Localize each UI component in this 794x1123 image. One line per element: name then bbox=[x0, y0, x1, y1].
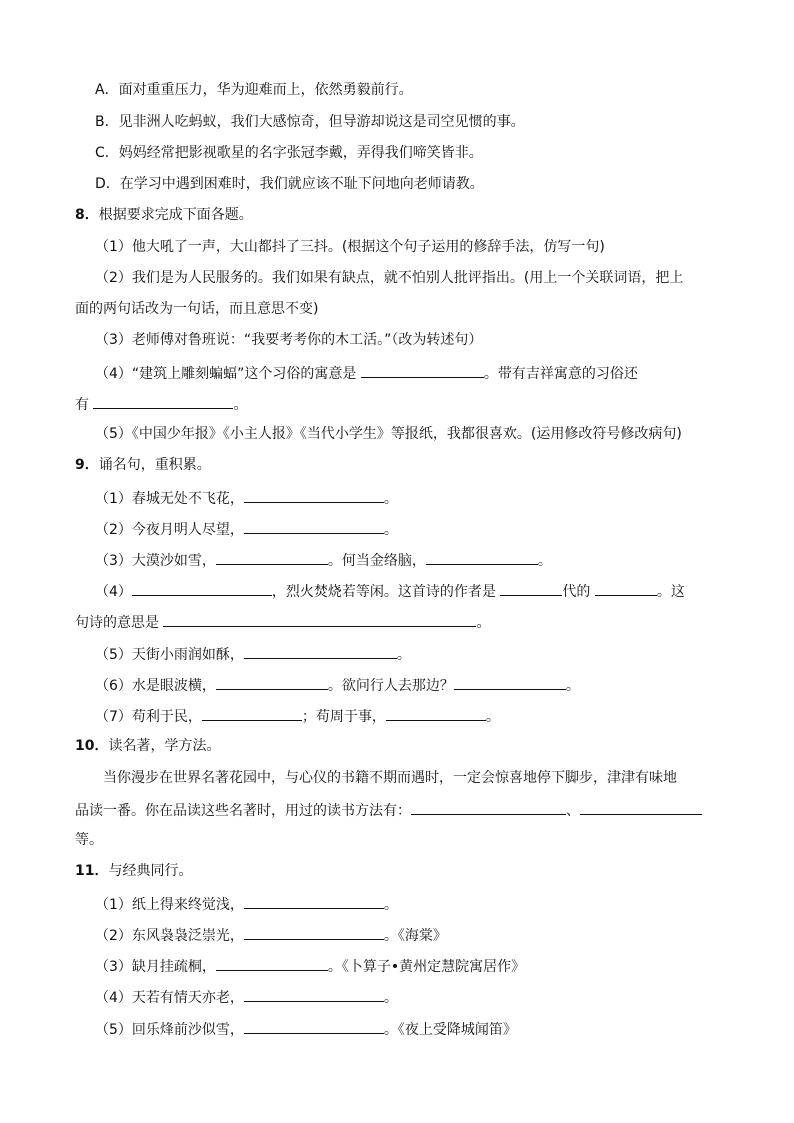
question-8-heading bbox=[75, 205, 253, 225]
answer-blank[interactable] bbox=[163, 611, 476, 627]
q9-item-4-cont bbox=[75, 611, 490, 633]
q9-text: （3）大漠沙如雪， bbox=[95, 553, 216, 569]
q9-item-4 bbox=[95, 580, 685, 602]
q11-text: 。 bbox=[383, 897, 398, 913]
q10-paragraph-line-2 bbox=[75, 799, 702, 821]
option-b: B．见非洲人吃蚂蚁，我们大感惊奇，但导游却说这是司空见惯的事。 bbox=[95, 114, 525, 130]
answer-blank[interactable] bbox=[244, 924, 384, 940]
answer-blank[interactable] bbox=[216, 549, 328, 565]
q11-item-1 bbox=[95, 893, 398, 915]
answer-blank[interactable] bbox=[244, 518, 384, 534]
q8-item-4-text: 。带有吉祥寓意的习俗还 bbox=[483, 366, 638, 382]
answer-blank[interactable] bbox=[216, 674, 328, 690]
answer-blank[interactable] bbox=[244, 487, 384, 503]
q9-text: 。 bbox=[396, 647, 411, 663]
question-number: 11． bbox=[75, 863, 109, 879]
q9-text: ；苟周于事， bbox=[301, 709, 386, 725]
q9-text: （2）今夜月明人尽望， bbox=[95, 522, 244, 538]
answer-blank[interactable] bbox=[500, 580, 562, 596]
q11-text: 。 bbox=[383, 990, 398, 1006]
q9-text: 代的 bbox=[562, 584, 591, 600]
q9-text: 。 bbox=[485, 709, 500, 725]
q8-item-1: （1）他大吼了一声，大山都抖了三抖。(根据这个句子运用的修辞手法，仿写一句) bbox=[95, 239, 605, 255]
q9-text: 。欲问行人去那边？ bbox=[327, 678, 454, 694]
answer-blank[interactable] bbox=[386, 705, 486, 721]
q11-item-5 bbox=[95, 1018, 517, 1040]
answer-blank[interactable] bbox=[244, 893, 384, 909]
q11-text: （2）东风袅袅泛崇光， bbox=[95, 928, 244, 944]
q9-text: 。 bbox=[565, 678, 580, 694]
answer-blank[interactable] bbox=[454, 674, 566, 690]
q11-text: 。《海棠》 bbox=[383, 928, 447, 944]
question-number: 10． bbox=[75, 738, 109, 754]
answer-blank[interactable] bbox=[411, 799, 566, 815]
question-number: 9． bbox=[75, 457, 99, 473]
q9-text: （4） bbox=[95, 584, 132, 600]
q9-text: 。 bbox=[383, 491, 398, 507]
answer-blank[interactable] bbox=[93, 393, 233, 409]
question-10-heading bbox=[75, 736, 220, 756]
q8-item-4-cont bbox=[75, 393, 247, 415]
q9-text: 。 bbox=[476, 615, 491, 631]
q11-item-3 bbox=[95, 955, 525, 977]
q8-item-5: （5）《中国少年报》《小主人报》《当代小学生》等报纸，我都很喜欢。(运用修改符号修改病句) bbox=[95, 426, 682, 442]
q9-text: ，烈火焚烧若等闲。这首诗的作者是 bbox=[271, 584, 496, 600]
q10-text: 、 bbox=[566, 803, 580, 819]
q11-text: 。《卜算子•黄州定慧院寓居作》 bbox=[327, 959, 526, 975]
answer-blank[interactable] bbox=[595, 580, 657, 596]
answer-blank[interactable] bbox=[244, 1018, 384, 1034]
answer-blank[interactable] bbox=[132, 580, 272, 596]
q10-paragraph-line-3: 等。 bbox=[75, 832, 103, 848]
q9-item-1 bbox=[95, 487, 398, 509]
question-number: 8． bbox=[75, 207, 99, 223]
q9-text: （6）水是眼波横， bbox=[95, 678, 216, 694]
answer-blank[interactable] bbox=[426, 549, 538, 565]
answer-blank[interactable] bbox=[202, 705, 302, 721]
q9-text: 句诗的意思是 bbox=[75, 615, 159, 631]
q10-text: 品读一番。你在品读这些名著时，用过的读书方法有： bbox=[75, 803, 411, 819]
answer-blank[interactable] bbox=[244, 643, 397, 659]
q9-text: （5）天街小雨润如酥， bbox=[95, 647, 244, 663]
q11-text: （5）回乐烽前沙似雪， bbox=[95, 1022, 244, 1038]
question-title: 根据要求完成下面各题。 bbox=[98, 207, 253, 223]
question-title: 读名著，学方法。 bbox=[108, 738, 221, 754]
q8-item-4 bbox=[95, 362, 638, 384]
question-title: 与经典同行。 bbox=[108, 863, 193, 879]
answer-blank[interactable] bbox=[244, 986, 384, 1002]
q11-text: （4）天若有情天亦老， bbox=[95, 990, 244, 1006]
q11-text: 。《夜上受降城闻笛》 bbox=[383, 1022, 517, 1038]
q8-item-4-text: 。 bbox=[233, 397, 248, 413]
option-c: C．妈妈经常把影视歌星的名字张冠李戴，弄得我们啼笑皆非。 bbox=[95, 145, 483, 161]
q9-text: （7）苟利于民， bbox=[95, 709, 202, 725]
option-d: D．在学习中遇到困难时，我们就应该不耻下问地向老师请教。 bbox=[95, 176, 484, 192]
q11-text: （3）缺月挂疏桐， bbox=[95, 959, 216, 975]
q9-item-2 bbox=[95, 518, 398, 540]
q9-item-5 bbox=[95, 643, 411, 665]
q9-text: 。何当金络脑， bbox=[327, 553, 426, 569]
answer-blank[interactable] bbox=[216, 955, 328, 971]
question-9-heading bbox=[75, 455, 211, 475]
q9-item-6 bbox=[95, 674, 580, 696]
q8-item-2-line-1: （2）我们是为人民服务的。我们如果有缺点，就不怕别人批评指出。(用上一个关联词语，把上 bbox=[95, 270, 684, 286]
q8-item-4-text: 有 bbox=[75, 397, 89, 413]
q9-item-7 bbox=[95, 705, 500, 727]
q11-item-2 bbox=[95, 924, 447, 946]
q9-text: 。 bbox=[537, 553, 552, 569]
q9-item-3 bbox=[95, 549, 552, 571]
question-title: 诵名句，重积累。 bbox=[98, 457, 211, 473]
answer-blank[interactable] bbox=[580, 799, 702, 815]
q8-item-3: （3）老师傅对鲁班说：“我要考考你的木工活。”（改为转述句） bbox=[95, 332, 483, 348]
q10-paragraph-line-1: 当你漫步在世界名著花园中，与心仪的书籍不期而遇时，一定会惊喜地停下脚步，津津有味地 bbox=[103, 770, 677, 786]
q11-item-4 bbox=[95, 986, 398, 1008]
q11-text: （1）纸上得来终觉浅， bbox=[95, 897, 244, 913]
question-11-heading bbox=[75, 861, 192, 881]
option-a: A．面对重重压力，华为迎难而上，依然勇毅前行。 bbox=[95, 82, 413, 98]
q8-item-2-line-2: 面的两句话改为一句话，而且意思不变) bbox=[75, 301, 319, 317]
q9-text: （1）春城无处不飞花， bbox=[95, 491, 244, 507]
q9-text: 。这 bbox=[656, 584, 685, 600]
q8-item-4-text: （4）“建筑上雕刻蝙蝠”这个习俗的寓意是 bbox=[95, 366, 357, 382]
answer-blank[interactable] bbox=[361, 362, 484, 378]
q9-text: 。 bbox=[383, 522, 398, 538]
